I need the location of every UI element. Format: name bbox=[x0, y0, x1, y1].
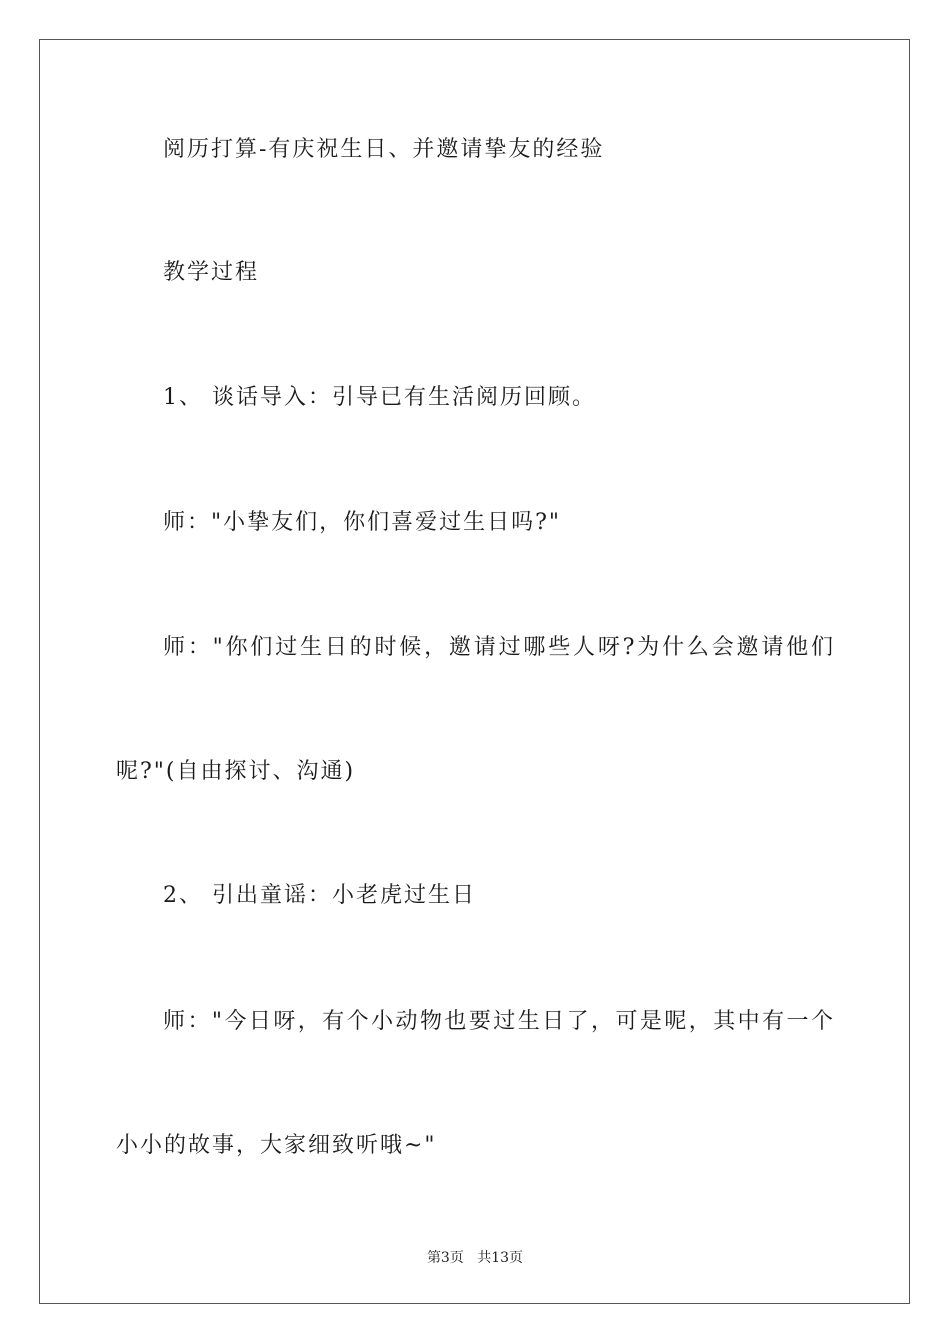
page-footer bbox=[0, 1248, 950, 1268]
teacher-story-intro-line-1: 师："今日呀，有个小动物也要过生日了，可是呢，其中有一个 bbox=[163, 1009, 835, 1034]
teacher-question-1: 师："小挚友们，你们喜爱过生日吗?" bbox=[163, 510, 562, 535]
page-border bbox=[39, 39, 910, 1304]
teacher-question-2-line-1: 师："你们过生日的时候，邀请过哪些人呀?为什么会邀请他们 bbox=[163, 635, 835, 660]
page-total: 共13页 bbox=[477, 1250, 524, 1266]
step-1-heading: 1、 谈话导入：引导已有生活阅历回顾。 bbox=[163, 385, 596, 410]
teacher-story-intro-line-2: 小小的故事，大家细致听哦~" bbox=[116, 1133, 437, 1158]
teacher-question-2-line-2: 呢?"(自由探讨、沟通) bbox=[116, 759, 356, 784]
step-2-heading: 2、 引出童谣：小老虎过生日 bbox=[163, 883, 476, 908]
paragraph-preparation: 阅历打算-有庆祝生日、并邀请挚友的经验 bbox=[163, 137, 605, 162]
heading-teaching-process: 教学过程 bbox=[163, 260, 260, 285]
page-number: 第3页 bbox=[426, 1250, 464, 1266]
